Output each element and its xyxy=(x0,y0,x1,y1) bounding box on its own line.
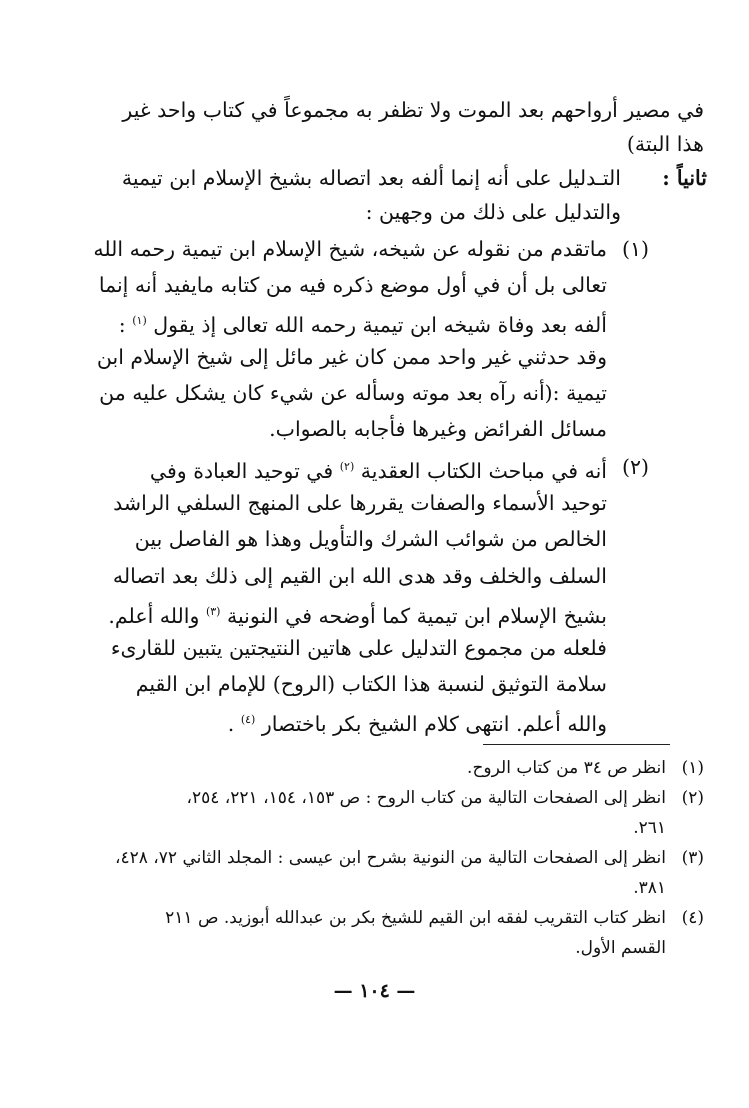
intro-line-2: هذا البتة) xyxy=(626,132,704,156)
item1-line-3-text: ألفه بعد وفاة شيخه ابن تيمية رحمه الله تعالى إذ يقول xyxy=(153,312,607,337)
footnote-4-line-1: انظر كتاب التقريب لفقه ابن القيم للشيخ بكر بن عبدالله أبوزيد. ص ٢١١ xyxy=(165,908,666,928)
item1-line-2: تعالى بل أن في أول موضع ذكره فيه من كتابه مايفيد أنه إنما xyxy=(98,273,607,297)
item2-line-6: فلعله من مجموع التدليل على هاتين النتيجتين يتبين للقارىء xyxy=(110,636,607,660)
item2-line-5-text-b: والله أعلم. xyxy=(108,603,200,628)
footnote-4-line-2: القسم الأول. xyxy=(575,938,666,958)
item1-line-3-colon: : xyxy=(118,312,126,337)
item1-line-6: مسائل الفرائض وغيرها فأجابه بالصواب. xyxy=(269,417,607,441)
item2-line-1 xyxy=(150,452,607,486)
intro-line-1: في مصير أرواحهم بعد الموت ولا تظفر به مجموعاً في كتاب واحد غير xyxy=(122,98,704,122)
item2-line-4: السلف والخلف وقد هدى الله ابن القيم إلى ذلك بعد اتصاله xyxy=(112,564,607,588)
item2-line-2: توحيد الأسماء والصفات يقررها على المنهج السلفي الراشد xyxy=(113,491,607,515)
item2-number: (٢) xyxy=(621,455,649,479)
footnote-4-number: (٤) xyxy=(681,908,704,928)
footnote-ref-3: (٣) xyxy=(205,605,221,618)
footnote-ref-4: (٤) xyxy=(240,713,256,726)
second-label: ثانياً : xyxy=(662,166,707,190)
footnote-1-number: (١) xyxy=(681,758,704,778)
second-line-1: التـدليل على أنه إنما ألفه بعد اتصاله بشيخ الإسلام ابن تيمية xyxy=(121,166,621,190)
item2-line-1-text-a: أنه في مباحث الكتاب العقدية xyxy=(360,458,607,483)
item2-line-8-text: والله أعلم. انتهى كلام الشيخ بكر باختصار xyxy=(261,711,607,736)
item2-line-3: الخالص من شوائب الشرك والتأويل وهذا هو الفاصل بين xyxy=(134,527,607,551)
footnote-2-line-2: ٢٦١. xyxy=(633,818,666,838)
item1-line-5: تيمية :(أنه رآه بعد موته وسأله عن شيء كان يشكل عليه من xyxy=(99,381,607,405)
second-line-2: والتدليل على ذلك من وجهين : xyxy=(365,200,621,224)
item2-line-8 xyxy=(228,705,607,739)
footnote-ref-2: (٢) xyxy=(339,460,355,473)
item1-number: (١) xyxy=(621,237,649,261)
footnote-3-line-2: ٣٨١. xyxy=(633,878,666,898)
footnote-divider xyxy=(483,744,670,745)
item2-line-7: سلامة التوثيق لنسبة هذا الكتاب (الروح) للإمام ابن القيم xyxy=(135,672,607,696)
footnote-ref-1: (١) xyxy=(132,314,147,327)
item2-line-5 xyxy=(108,597,607,631)
footnote-2-number: (٢) xyxy=(681,788,704,808)
item2-line-1-text-b: في توحيد العبادة وفي xyxy=(149,458,334,483)
item1-line-1: ماتقدم من نقوله عن شيخه، شيخ الإسلام ابن تيمية رحمه الله xyxy=(93,237,607,261)
footnote-2-line-1: انظر إلى الصفحات التالية من كتاب الروح : ص ١٥٣، ١٥٤، ٢٢١، ٢٥٤، xyxy=(186,788,666,808)
item2-line-8-dot: . xyxy=(227,711,235,736)
page-number: — ١٠٤ — xyxy=(333,980,416,1002)
footnote-1-line-1: انظر ص ٣٤ من كتاب الروح. xyxy=(467,758,666,778)
footnote-3-line-1: انظر إلى الصفحات التالية من النونية بشرح ابن عيسى : المجلد الثاني ٧٢، ٤٢٨، xyxy=(115,848,666,868)
item2-line-5-text-a: بشيخ الإسلام ابن تيمية كما أوضحه في النونية xyxy=(226,603,607,628)
item1-line-3 xyxy=(119,306,607,340)
item1-line-4: وقد حدثني غير واحد ممن كان غير مائل إلى شيخ الإسلام ابن xyxy=(96,345,607,369)
footnote-3-number: (٣) xyxy=(681,848,704,868)
